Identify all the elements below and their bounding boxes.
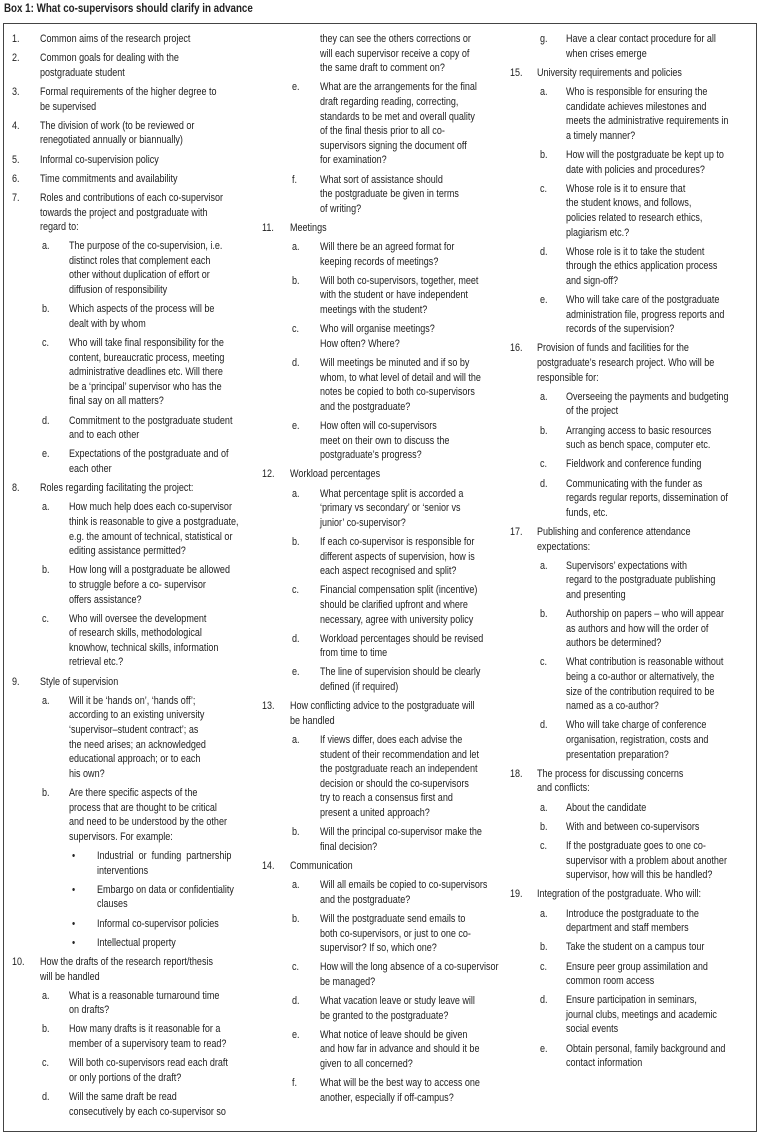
item-marker: b. — [42, 303, 50, 316]
lettered-subitem — [256, 419, 506, 463]
lettered-subitem — [256, 240, 506, 269]
item-marker: e. — [540, 1042, 548, 1055]
item-text: What notice of leave should be given and how far in advance and should it be given to all concerned? — [320, 1028, 480, 1071]
item-text: Common goals for dealing with the postgraduate student — [40, 52, 179, 79]
lettered-subitem — [506, 390, 756, 419]
lettered-subitem — [506, 820, 756, 835]
item-text: Roles regarding facilitating the project: — [40, 482, 194, 495]
item-marker: c. — [292, 323, 300, 336]
lettered-subitem — [506, 993, 756, 1037]
item-marker: c. — [42, 337, 50, 350]
item-text: How many drafts is it reasonable for a member of a supervisory team to read? — [69, 1023, 227, 1051]
item-marker: a. — [292, 487, 300, 500]
lettered-subitem — [506, 559, 756, 603]
item-text: How often will co-supervisors meet on their own to discuss the postgraduate’s progress? — [320, 420, 450, 462]
item-text: Embargo on data or confidentiality clauses — [97, 883, 234, 911]
item-text: Roles and contributions of each co-supervisor towards the project and postgraduate with regard to: — [40, 191, 224, 234]
item-text: Obtain personal, family background and contact information — [566, 1042, 726, 1070]
lettered-subitem — [506, 148, 756, 177]
bullet-item — [4, 917, 254, 932]
item-text: Communicating with the funder as regards regular reports, dissemination of funds, etc. — [566, 477, 728, 519]
item-marker: a. — [540, 390, 548, 403]
item-text: Whose role is it to ensure that the student knows, and follows, policies related to research ethics, plagiarism etc.? — [566, 182, 703, 239]
lettered-subitem — [506, 245, 756, 289]
item-marker: b. — [540, 148, 548, 161]
item-text: The process for discussing concerns and conflicts: — [537, 767, 684, 795]
lettered-subitem — [506, 32, 756, 61]
item-text: Are there specific aspects of the process that are thought to be critical and need to be understood by the other supervisors. For example: — [69, 787, 227, 843]
item-marker: 15. — [510, 66, 523, 79]
item-marker: a. — [292, 241, 300, 254]
lettered-subitem — [256, 173, 506, 217]
bullet-item — [4, 849, 254, 878]
item-text: they can see the others corrections or will each supervisor receive a copy of the same draft to comment on? — [320, 33, 471, 75]
lettered-subitem — [256, 1076, 506, 1105]
item-text: Fieldwork and conference funding — [566, 458, 702, 471]
item-text: Workload percentages should be revised from time to time — [320, 632, 484, 660]
lettered-subitem — [506, 655, 756, 713]
item-text: How long will a postgraduate be allowed to struggle before a co- supervisor offers assistance? — [69, 564, 230, 606]
bullet-icon: • — [72, 883, 76, 896]
item-text: Meetings — [290, 221, 327, 234]
numbered-item — [4, 172, 254, 187]
lettered-subitem — [4, 786, 254, 844]
item-text: If each co-supervisor is responsible for different aspects of supervision, how is each aspect recognised and split? — [320, 535, 475, 578]
column-2 — [256, 32, 506, 1110]
lettered-subitem — [4, 989, 254, 1018]
numbered-item — [4, 675, 254, 690]
item-text: Who is responsible for ensuring the candidate achieves milestones and meets the administrative requirements in a timely manner? — [566, 85, 729, 142]
item-text: How conflicting advice to the postgraduate will be handled — [290, 700, 475, 727]
item-text: The purpose of the co-supervision, i.e. distinct roles that complement each other without duplication of effort or diffusion of responsibility — [69, 240, 223, 297]
item-text: What vacation leave or study leave will be granted to the postgraduate? — [320, 995, 475, 1022]
item-text: What sort of assistance should the postgraduate be given in terms of writing? — [320, 173, 459, 215]
item-marker: d. — [540, 245, 548, 258]
numbered-item — [506, 66, 756, 81]
item-marker: b. — [42, 787, 50, 799]
bullet-item — [4, 883, 254, 912]
item-text: Will there be an agreed format for keeping records of meetings? — [320, 241, 455, 268]
item-text: Time commitments and availability — [40, 172, 178, 185]
numbered-item — [506, 887, 756, 902]
lettered-subitem — [4, 239, 254, 297]
lettered-subitem — [256, 80, 506, 168]
lettered-subitem — [506, 477, 756, 521]
lettered-subitem — [256, 583, 506, 627]
item-text: Who will oversee the development of research skills, methodological knowhow, technical skills, information retrieval etc.? — [69, 612, 219, 669]
numbered-item — [506, 341, 756, 385]
numbered-item — [4, 191, 254, 235]
lettered-subitem — [256, 1028, 506, 1072]
item-marker: a. — [540, 85, 548, 98]
numbered-item — [256, 859, 506, 874]
item-marker: 16. — [510, 342, 523, 355]
item-text: What percentage split is accorded a ‘primary vs secondary’ or ‘senior vs junior’ co-supervisor? — [320, 487, 464, 529]
item-text: Publishing and conference attendance expectations: — [537, 525, 691, 553]
numbered-item — [4, 153, 254, 168]
lettered-subitem — [506, 457, 756, 472]
item-marker: 19. — [510, 888, 523, 901]
item-marker: 3. — [12, 85, 20, 98]
lettered-subitem — [506, 607, 756, 651]
item-marker: f. — [292, 1077, 298, 1090]
item-text: What is a reasonable turnaround time on drafts? — [69, 989, 220, 1017]
item-marker: 14. — [262, 859, 275, 872]
item-text: Will the principal co-supervisor make the final decision? — [320, 826, 482, 853]
lettered-subitem — [256, 878, 506, 907]
numbered-item — [256, 467, 506, 482]
item-marker: c. — [540, 839, 548, 852]
numbered-item — [4, 481, 254, 496]
item-marker: d. — [292, 357, 300, 370]
item-marker: e. — [292, 420, 300, 432]
lettered-subitem — [256, 665, 506, 694]
column-3 — [506, 32, 756, 1075]
item-marker: 7. — [12, 191, 20, 204]
item-marker: c. — [540, 960, 548, 973]
item-text: How the drafts of the research report/thesis will be handled — [40, 955, 213, 983]
item-text: Ensure participation in seminars, journal clubs, meetings and academic social events — [566, 994, 717, 1036]
bullet-icon: • — [72, 917, 76, 930]
lettered-subitem — [506, 839, 756, 883]
item-text: Whose role is it to take the student through the ethics application process and sign-off? — [566, 245, 718, 287]
item-marker: c. — [292, 584, 300, 597]
item-text: University requirements and policies — [537, 66, 682, 79]
item-text: Will all emails be copied to co-supervisors and the postgraduate? — [320, 879, 488, 906]
item-text: Who will take care of the postgraduate administration file, progress reports and records of the supervision? — [566, 294, 725, 336]
lettered-subitem — [256, 32, 506, 76]
item-text: What contribution is reasonable without being a co-author or alternatively, the size of the contribution required to be named as a co-author? — [566, 656, 724, 713]
bullet-item — [4, 936, 254, 951]
item-text: Informal co-supervisor policies — [97, 917, 219, 930]
item-text: Communication — [290, 859, 353, 872]
item-marker: d. — [292, 632, 300, 645]
item-text: How much help does each co-supervisor think is reasonable to give a postgraduate, e.g. the amount of technical, statistical or editing assistance permitted? — [69, 501, 239, 558]
item-marker: g. — [540, 33, 548, 45]
item-text: What are the arrangements for the final draft regarding reading, correcting, standards to be met and overall quality of the final thesis prior to all co- supervisors signing the document off for examination? — [320, 81, 477, 167]
item-marker: b. — [292, 912, 300, 925]
item-marker: 12. — [262, 468, 275, 481]
item-marker: 8. — [12, 482, 20, 495]
item-marker: d. — [540, 719, 548, 732]
item-text: Will both co-supervisors, together, meet with the student or have independent meetings with the student? — [320, 274, 479, 317]
item-text: Will meetings be minuted and if so by whom, to what level of detail and will the notes be copied to both co-supervisors and the postgraduate? — [320, 357, 481, 413]
item-marker: e. — [540, 294, 548, 307]
numbered-item — [4, 51, 254, 80]
numbered-item — [256, 699, 506, 728]
item-marker: a. — [42, 989, 50, 1002]
item-text: Expectations of the postgraduate and of each other — [69, 448, 229, 475]
item-text: Will both co-supervisors read each draft or only portions of the draft? — [69, 1057, 228, 1084]
lettered-subitem — [4, 447, 254, 476]
item-marker: 13. — [262, 700, 275, 713]
numbered-item — [4, 85, 254, 114]
item-marker: 10. — [12, 955, 25, 968]
item-text: Who will take final responsibility for the content, bureaucratic process, meeting administrative deadlines etc. Will there be a ‘principal’ supervisor who has the final say on all matters? — [69, 337, 225, 408]
lettered-subitem — [4, 612, 254, 670]
lettered-subitem — [506, 85, 756, 143]
lettered-subitem — [256, 960, 506, 989]
item-marker: c. — [42, 1057, 50, 1070]
lettered-subitem — [506, 718, 756, 762]
item-marker: b. — [42, 1023, 50, 1036]
item-text: Will the postgraduate send emails to both co-supervisors, or just to one co- supervisor? If so, which one? — [320, 912, 471, 955]
item-marker: 17. — [510, 525, 523, 538]
numbered-item — [4, 119, 254, 148]
item-marker: 6. — [12, 172, 20, 185]
item-text: Formal requirements of the higher degree to be supervised — [40, 85, 217, 113]
item-text: Workload percentages — [290, 468, 381, 481]
item-text: Which aspects of the process will be dealt with by whom — [69, 303, 215, 330]
item-text: Ensure peer group assimilation and common room access — [566, 960, 708, 988]
item-text: Commitment to the postgraduate student and to each other — [69, 414, 233, 442]
lettered-subitem — [256, 733, 506, 821]
item-marker: b. — [292, 274, 300, 287]
column-1 — [4, 32, 254, 1124]
item-text: Authorship on papers – who will appear as authors and how will the order of authors be determined? — [566, 608, 724, 650]
item-text: The line of supervision should be clearly defined (if required) — [320, 666, 481, 694]
item-text: If views differ, does each advise the student of their recommendation and let the postgraduate reach an independent decision or should the co-supervisors try to reach a consensus first and present a united approach? — [320, 734, 479, 819]
item-marker: a. — [292, 879, 300, 892]
item-text: About the candidate — [566, 801, 647, 814]
item-marker: d. — [540, 994, 548, 1007]
item-marker: b. — [540, 424, 548, 437]
item-marker: a. — [42, 240, 50, 253]
item-text: Integration of the postgraduate. Who will: — [537, 888, 701, 901]
item-text: Style of supervision — [40, 675, 119, 688]
item-marker: 5. — [12, 153, 20, 166]
item-text: Take the student on a campus tour — [566, 941, 705, 954]
item-text: Industrial or funding partnership interventions — [97, 849, 232, 877]
item-text: Overseeing the payments and budgeting of the project — [566, 390, 729, 418]
item-marker: 2. — [12, 52, 20, 65]
item-marker: b. — [292, 535, 300, 548]
lettered-subitem — [506, 1042, 756, 1071]
item-marker: 11. — [262, 221, 274, 234]
item-marker: a. — [540, 559, 548, 572]
lettered-subitem — [256, 825, 506, 854]
item-text: With and between co-supervisors — [566, 820, 700, 833]
lettered-subitem — [256, 322, 506, 351]
item-text: Supervisors’ expectations with regard to the postgraduate publishing and presenting — [566, 559, 716, 601]
item-marker: e. — [292, 666, 300, 679]
item-text: The division of work (to be reviewed or renegotiated annually or biannually) — [40, 119, 195, 147]
lettered-subitem — [256, 912, 506, 956]
lettered-subitem — [4, 500, 254, 558]
checklist-box — [3, 23, 757, 1132]
item-marker: 9. — [12, 675, 20, 688]
item-marker: e. — [42, 448, 50, 461]
item-marker: d. — [292, 995, 300, 1008]
item-marker: c. — [42, 612, 50, 625]
item-text: Will the same draft be read consecutively by each co-supervisor so — [69, 1091, 226, 1118]
lettered-subitem — [4, 1056, 254, 1085]
item-marker: e. — [292, 1028, 300, 1041]
item-text: Financial compensation split (incentive) should be clarified upfront and where necessary, agree with university policy — [320, 584, 478, 626]
item-marker: a. — [42, 694, 50, 707]
item-marker: c. — [540, 182, 548, 195]
item-text: Will it be ‘hands on’, ‘hands off’; according to an existing university ‘supervisor–student contract’; as the need arises; an acknowledged educational approach; or to each his own? — [69, 694, 206, 780]
item-marker: a. — [540, 801, 548, 814]
item-text: Introduce the postgraduate to the department and staff members — [566, 907, 699, 935]
lettered-subitem — [256, 356, 506, 414]
item-marker: d. — [42, 1091, 50, 1104]
item-text: What will be the best way to access one another, especially if off-campus? — [320, 1077, 480, 1104]
item-marker: a. — [42, 501, 50, 514]
item-marker: e. — [292, 81, 300, 94]
item-marker: b. — [42, 564, 50, 577]
item-text: Have a clear contact procedure for all when crises emerge — [566, 33, 716, 60]
item-marker: a. — [540, 907, 548, 920]
lettered-subitem — [4, 1090, 254, 1119]
item-marker: c. — [540, 458, 548, 471]
item-marker: f. — [292, 173, 298, 186]
item-marker: b. — [540, 608, 548, 621]
lettered-subitem — [256, 487, 506, 531]
bullet-icon: • — [72, 849, 76, 862]
item-marker: d. — [540, 477, 548, 490]
item-text: Arranging access to basic resources such as bench space, computer etc. — [566, 424, 712, 452]
lettered-subitem — [4, 336, 254, 409]
box-title: Box 1: What co-supervisors should clarify in advance — [4, 3, 253, 15]
item-marker: 4. — [12, 119, 20, 132]
item-text: How will the long absence of a co-supervisor be managed? — [320, 961, 499, 988]
item-marker: 18. — [510, 767, 523, 780]
lettered-subitem — [506, 907, 756, 936]
item-marker: b. — [292, 826, 300, 839]
lettered-subitem — [506, 801, 756, 816]
lettered-subitem — [506, 293, 756, 337]
item-text: Who will organise meetings? How often? Where? — [320, 323, 435, 350]
lettered-subitem — [256, 274, 506, 318]
lettered-subitem — [506, 424, 756, 453]
bullet-icon: • — [72, 936, 76, 949]
item-text: Provision of funds and facilities for the postgraduate’s research project. Who will be responsible for: — [537, 342, 715, 384]
item-marker: d. — [42, 414, 50, 427]
item-text: Informal co-supervision policy — [40, 153, 159, 166]
lettered-subitem — [256, 632, 506, 661]
item-text: Common aims of the research project — [40, 33, 191, 45]
item-text: Intellectual property — [97, 936, 176, 949]
lettered-subitem — [4, 302, 254, 331]
lettered-subitem — [4, 1022, 254, 1051]
lettered-subitem — [506, 960, 756, 989]
numbered-item — [4, 32, 254, 47]
item-marker: c. — [540, 656, 548, 669]
item-text: If the postgraduate goes to one co- supervisor with a problem about another supervisor, how will this be handled? — [566, 839, 727, 882]
item-marker: b. — [540, 941, 548, 954]
item-text: Who will take charge of conference organisation, registration, costs and presentation preparation? — [566, 719, 709, 761]
item-marker: c. — [292, 961, 300, 974]
lettered-subitem — [506, 940, 756, 955]
lettered-subitem — [506, 182, 756, 240]
numbered-item — [506, 525, 756, 554]
lettered-subitem — [4, 694, 254, 782]
item-marker: a. — [292, 734, 300, 747]
lettered-subitem — [4, 414, 254, 443]
item-text: How will the postgraduate be kept up to date with policies and procedures? — [566, 148, 724, 176]
lettered-subitem — [256, 994, 506, 1023]
numbered-item — [4, 955, 254, 984]
item-marker: b. — [540, 820, 548, 833]
lettered-subitem — [256, 535, 506, 579]
lettered-subitem — [4, 563, 254, 607]
numbered-item — [506, 767, 756, 796]
numbered-item — [256, 221, 506, 236]
item-marker: 1. — [12, 33, 20, 45]
